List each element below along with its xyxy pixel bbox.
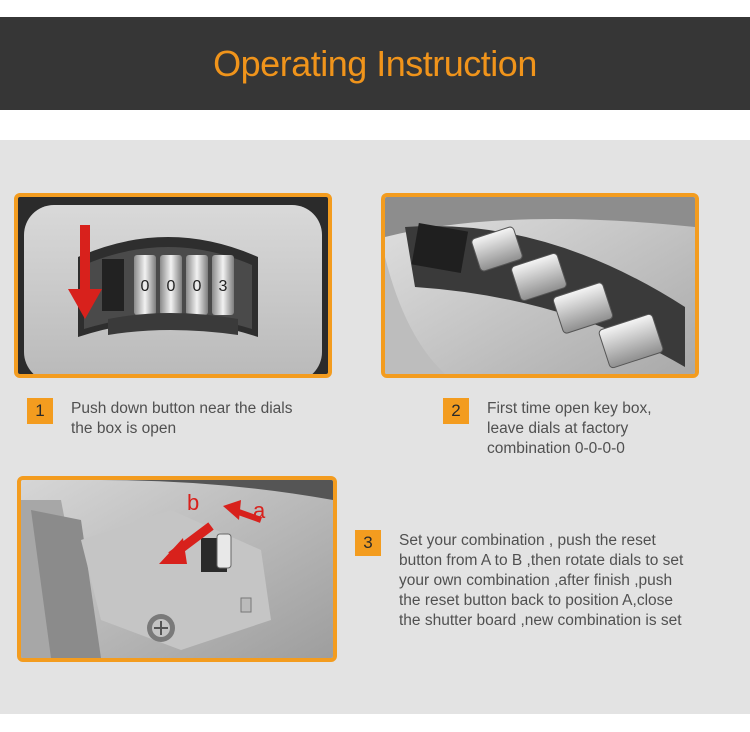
angled-dials-illustration [385, 197, 695, 374]
reset-button-illustration [21, 480, 333, 658]
lockbox-dials-illustration [18, 197, 328, 374]
step-number-badge: 1 [27, 398, 53, 424]
instruction-panel [0, 140, 750, 714]
step-1 [27, 399, 292, 439]
step-text-line: Push down button near the dials [71, 400, 293, 417]
dial-digit-1: 0 [140, 278, 150, 295]
step-2 [443, 399, 652, 459]
arrow-label-b: b [187, 490, 200, 515]
dial-digit-3: 0 [192, 278, 202, 295]
photo-reset-button [17, 476, 337, 662]
photo-push-button [14, 193, 332, 378]
step-text-line: First time open key box, [487, 400, 652, 417]
step-text-line: button from A to B ,then rotate dials to set [399, 552, 684, 569]
step-text-line: leave dials at factory [487, 420, 629, 437]
page-title: Operating Instruction [213, 42, 537, 84]
header-banner [0, 17, 750, 110]
step-3 [355, 531, 683, 631]
step-number-badge: 3 [355, 530, 381, 556]
step-text-line: the box is open [71, 420, 177, 437]
photo-factory-dials [381, 193, 699, 378]
dial-digit-2: 0 [166, 278, 176, 295]
step-number-badge: 2 [443, 398, 469, 424]
step-3-text [399, 531, 683, 631]
step-text-line: your own combination ,after finish ,push [399, 572, 673, 589]
step-text-line: the shutter board ,new combination is set [399, 612, 682, 629]
dial-digit-4: 3 [218, 278, 228, 295]
step-text-line: Set your combination , push the reset [399, 532, 656, 549]
step-text-line: the reset button back to position A,close [399, 592, 674, 609]
step-1-text [71, 399, 292, 439]
step-text-line: combination 0-0-0-0 [487, 440, 625, 457]
step-2-text [487, 399, 652, 459]
arrow-label-a: a [253, 498, 266, 523]
